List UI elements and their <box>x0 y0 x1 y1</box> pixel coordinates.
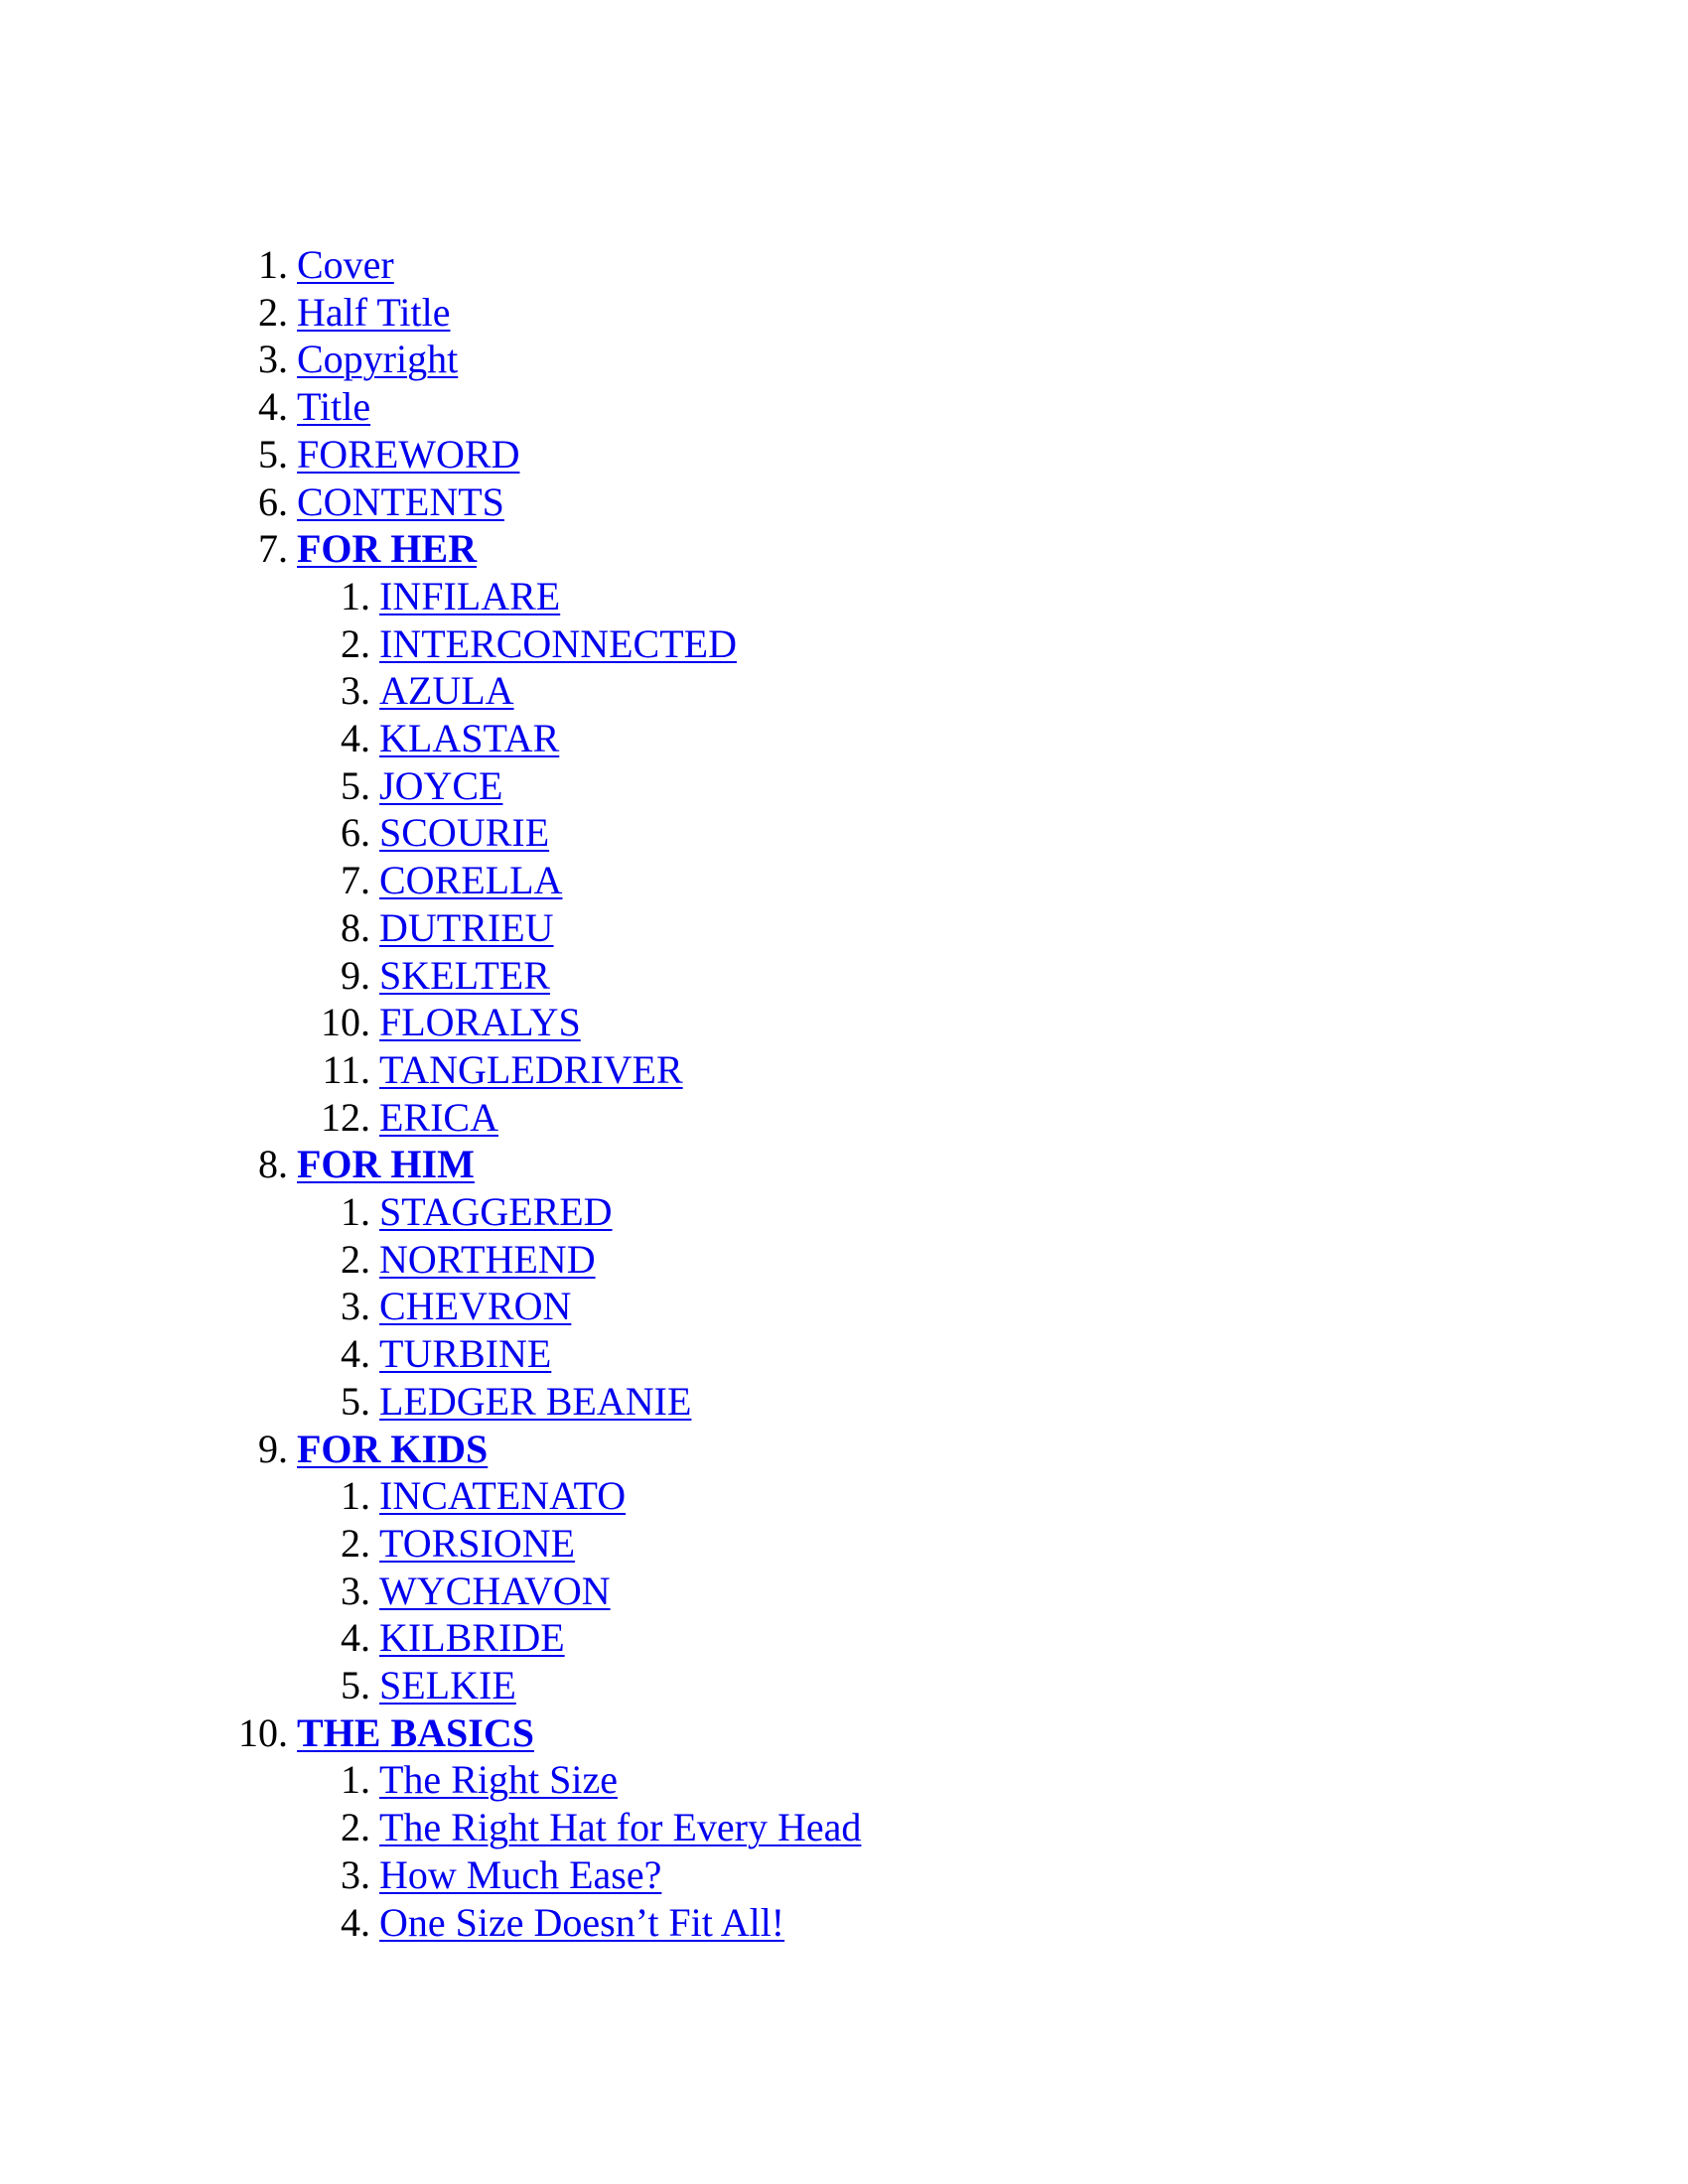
toc-sublink[interactable]: TANGLEDRIVER <box>379 1046 683 1092</box>
toc-entry-number: 4. <box>341 1899 370 1945</box>
toc-sublink[interactable]: AZULA <box>379 668 514 714</box>
toc-sublink[interactable]: The Right Hat for Every Head <box>379 1805 862 1850</box>
toc-entry-number: 8. <box>258 1142 288 1187</box>
toc-entry-number: 4. <box>341 716 370 760</box>
toc-sublink[interactable]: SCOURIE <box>379 810 550 856</box>
toc-entry-number: 8. <box>341 904 370 950</box>
toc-entry-number: 3. <box>341 1284 370 1329</box>
toc-entry-number: 2. <box>341 1236 370 1282</box>
toc-entry-number: 11. <box>322 1046 370 1092</box>
toc-sublink[interactable]: How Much Ease? <box>379 1851 662 1897</box>
toc-link[interactable]: FOREWORD <box>297 431 520 477</box>
toc-entry-number: 6. <box>341 810 370 856</box>
toc-sublink[interactable]: TURBINE <box>379 1331 552 1377</box>
toc-sublink[interactable]: WYCHAVON <box>379 1568 611 1613</box>
toc-entry-number: 2. <box>341 1520 370 1566</box>
toc-link[interactable]: FOR HER <box>297 526 478 572</box>
toc-sublink[interactable]: FLORALYS <box>379 1000 581 1045</box>
toc-entry-number: 4. <box>341 1331 370 1377</box>
toc-link[interactable]: Title <box>297 384 371 430</box>
toc-entry-number: 10. <box>238 1709 288 1755</box>
toc-entry-number: 1. <box>341 1757 370 1803</box>
toc-entry-number: 2. <box>341 1805 370 1850</box>
toc-entry-number: 9. <box>258 1426 288 1471</box>
toc-entry-number: 3. <box>341 1851 370 1897</box>
toc-link[interactable]: Copyright <box>297 337 459 382</box>
toc-entry-number: 1. <box>258 242 288 287</box>
toc-link[interactable]: CONTENTS <box>297 478 504 524</box>
toc-entry-number: 1. <box>341 1473 370 1519</box>
toc-sublink[interactable]: TORSIONE <box>379 1520 576 1566</box>
toc-entry-number: 3. <box>341 1568 370 1613</box>
toc-entry-number: 12. <box>321 1094 370 1140</box>
toc-entry-number: 6. <box>258 478 288 524</box>
toc-link[interactable]: Cover <box>297 242 394 287</box>
toc-entry-number: 4. <box>258 384 288 430</box>
toc-sublink[interactable]: CHEVRON <box>379 1284 572 1329</box>
toc-sublink[interactable]: JOYCE <box>379 762 503 808</box>
toc-entry-number: 5. <box>341 1663 370 1707</box>
toc-entry-number: 9. <box>341 952 370 998</box>
toc-entry-number: 7. <box>258 526 288 572</box>
toc-sublink[interactable]: INFILARE <box>379 573 561 618</box>
toc-entry-number: 5. <box>341 762 370 808</box>
toc-entry-number: 7. <box>341 858 370 903</box>
toc-entry-number: 3. <box>341 668 370 714</box>
toc-sublink[interactable]: SKELTER <box>379 952 550 998</box>
toc-sublink[interactable]: INTERCONNECTED <box>379 620 737 666</box>
toc-sublink[interactable]: One Size Doesn’t Fit All! <box>379 1899 785 1945</box>
toc-sublink[interactable]: NORTHEND <box>379 1236 596 1282</box>
toc-sublink[interactable]: ERICA <box>379 1094 498 1140</box>
toc-sublink[interactable]: The Right Size <box>379 1757 618 1803</box>
toc-entry-number: 5. <box>341 1378 370 1424</box>
toc-sublink[interactable]: KILBRIDE <box>379 1615 565 1661</box>
toc-entry-number: 2. <box>341 620 370 666</box>
toc-sublink[interactable]: STAGGERED <box>379 1189 613 1234</box>
toc-link[interactable]: FOR HIM <box>297 1142 475 1187</box>
toc-sublink[interactable]: KLASTAR <box>379 716 560 760</box>
toc-entry-number: 4. <box>341 1615 370 1661</box>
toc-sublink[interactable]: DUTRIEU <box>379 904 554 950</box>
toc-entry-number: 3. <box>258 337 288 382</box>
toc-entry-number: 1. <box>341 1189 370 1234</box>
toc-entry-number: 1. <box>341 573 370 618</box>
toc-sublink[interactable]: INCATENATO <box>379 1473 627 1519</box>
toc-sublink[interactable]: SELKIE <box>379 1663 516 1707</box>
toc-entry-number: 5. <box>258 431 288 477</box>
toc-sublink[interactable]: LEDGER BEANIE <box>379 1378 692 1424</box>
toc-entry-number: 10. <box>321 1000 370 1045</box>
toc-entry-number: 2. <box>258 289 288 335</box>
toc-link[interactable]: FOR KIDS <box>297 1426 489 1471</box>
toc-link[interactable]: THE BASICS <box>297 1709 534 1755</box>
toc-sublink[interactable]: CORELLA <box>379 858 563 903</box>
toc-link[interactable]: Half Title <box>297 289 451 335</box>
